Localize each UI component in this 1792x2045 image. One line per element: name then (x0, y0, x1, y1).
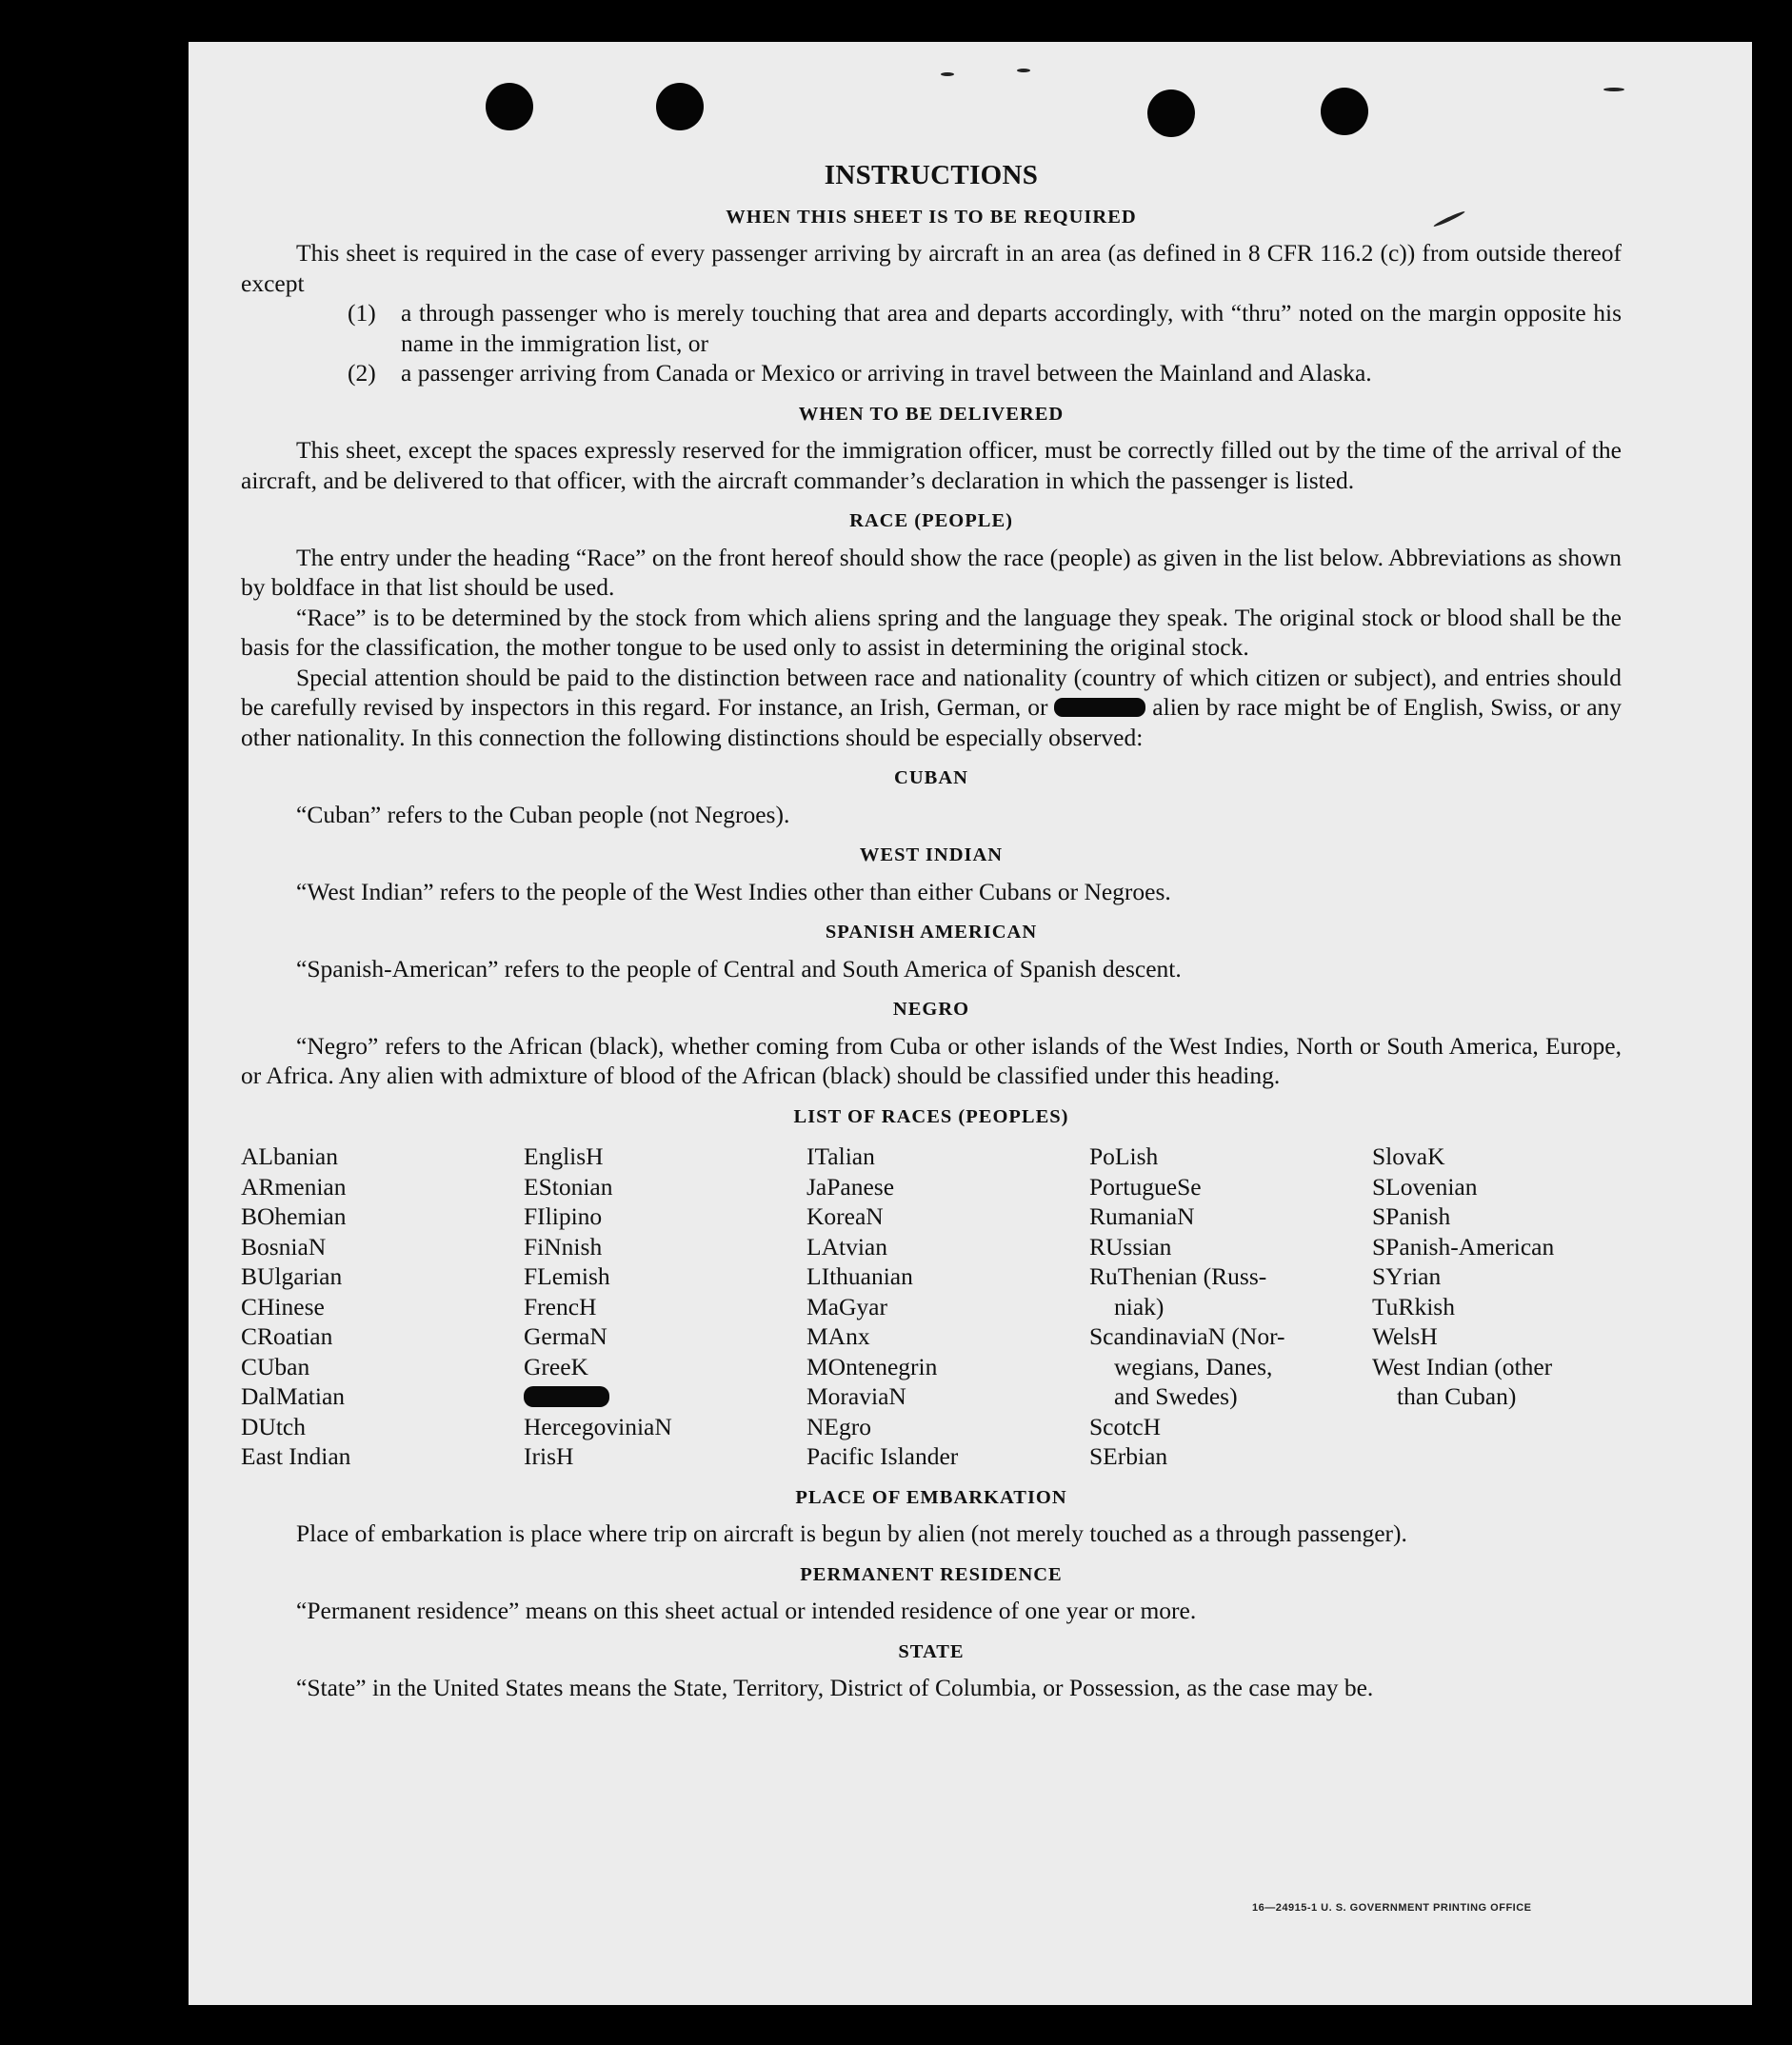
section-heading-races-list: LIST OF RACES (PEOPLES) (793, 1105, 1069, 1127)
races-column-3 (806, 1142, 1089, 1472)
race-entry: SPanish (1372, 1202, 1451, 1230)
cuban-definition: “Cuban” refers to the Cuban people (not Negroes). (296, 800, 790, 828)
race-entry: FLemish (524, 1262, 610, 1290)
race-entry: RuThenian (Russ- (1089, 1262, 1267, 1290)
races-column-4 (1089, 1142, 1372, 1472)
race-entry: Pacific Islander (806, 1442, 959, 1470)
race-entry: BOhemian (241, 1202, 347, 1230)
section-heading-required: WHEN THIS SHEET IS TO BE REQUIRED (726, 206, 1137, 228)
delivered-paragraph: This sheet, except the spaces expressly reserved for the immigration officer, must be correctly filled out by the time of the arrival of the aircraft, and be delivered to that officer, with the aircraft commander’s declaration in which the passenger is listed. (241, 436, 1622, 494)
race-paragraph-1: The entry under the heading “Race” on the front hereof should show the race (people) as given in the list below. Abbreviations as shown by boldface in that list should be used. (241, 543, 1622, 601)
races-column-5 (1372, 1142, 1655, 1472)
race-entry: MoraviaN (806, 1382, 906, 1410)
race-paragraph-3-part-b: alien by race might be of English, Swiss, or any other nationality. In this connection the following distinctions should be especially observed: (241, 693, 1623, 751)
race-entry: IrisH (524, 1442, 574, 1470)
race-entry: SLovenian (1372, 1172, 1478, 1201)
race-entry: BosniaN (241, 1232, 327, 1261)
race-entry-redacted (524, 1381, 806, 1412)
punch-hole (486, 83, 533, 130)
race-entry: CRoatian (241, 1322, 333, 1350)
race-entry: ALbanian (241, 1142, 338, 1170)
race-entry: LAtvian (806, 1232, 887, 1261)
race-entry: DalMatian (241, 1382, 346, 1410)
race-entry: GermaN (524, 1322, 607, 1350)
race-entry: GreeK (524, 1352, 588, 1380)
item-number: (1) (348, 299, 376, 327)
race-entry: ITalian (806, 1142, 875, 1170)
exception-item (348, 298, 1622, 358)
printing-office-footer: 16—24915-1 U. S. GOVERNMENT PRINTING OFFICE (1252, 1902, 1532, 1914)
race-entry: West Indian (other (1372, 1352, 1553, 1380)
race-entry: RumaniaN (1089, 1202, 1195, 1230)
ink-speck (941, 72, 954, 76)
race-entry: CUban (241, 1352, 310, 1380)
race-entry: ScotcH (1089, 1412, 1162, 1440)
races-column-1 (241, 1142, 524, 1472)
section-heading-embarkation: PLACE OF EMBARKATION (795, 1486, 1067, 1508)
redaction-mark (1054, 698, 1145, 717)
section-heading-state: STATE (898, 1640, 965, 1662)
race-entry-continued: than Cuban) (1397, 1382, 1517, 1410)
west-indian-definition: “West Indian” refers to the people of the West Indies other than either Cubans or Negroes. (296, 877, 1171, 905)
page-title: INSTRUCTIONS (824, 160, 1039, 190)
race-entry: SYrian (1372, 1262, 1442, 1290)
item-text: a passenger arriving from Canada or Mexico or arriving in travel between the Mainland and Alaska. (401, 359, 1372, 387)
race-entry: HercegoviniaN (524, 1412, 672, 1440)
state-definition: “State” in the United States means the State, Territory, District of Columbia, or Possession, as the case may be. (296, 1674, 1374, 1701)
required-intro: This sheet is required in the case of every passenger arriving by aircraft in an area (as defined in 8 CFR 116.2 (c)) from outside thereof except (241, 239, 1622, 297)
race-entry: WelsH (1372, 1322, 1438, 1350)
punch-hole (656, 83, 704, 130)
document-page (189, 42, 1752, 2005)
race-entry-continued: niak) (1114, 1292, 1165, 1320)
negro-definition: “Negro” refers to the African (black), whether coming from Cuba or other islands of the West Indies, North or South America, Europe, or Africa. Any alien with admixture of blood of the African (black) should be classified under this heading. (241, 1031, 1622, 1089)
ink-speck (1603, 88, 1624, 91)
race-entry: DUtch (241, 1412, 306, 1440)
race-entry: SPanish-American (1372, 1232, 1555, 1261)
race-entry: MOntenegrin (806, 1352, 938, 1380)
race-entry: LIthuanian (806, 1262, 913, 1290)
section-heading-negro: NEGRO (892, 999, 970, 1020)
race-entry: CHinese (241, 1292, 325, 1320)
race-entry: ARmenian (241, 1172, 347, 1201)
redaction-mark (524, 1386, 609, 1407)
race-entry: PortugueSe (1089, 1172, 1202, 1201)
race-entry: MAnx (806, 1322, 870, 1350)
race-entry: SErbian (1089, 1442, 1168, 1470)
races-column-2 (524, 1142, 806, 1472)
race-entry: KoreaN (806, 1202, 884, 1230)
punch-hole (1147, 89, 1195, 137)
race-entry: EnglisH (524, 1142, 604, 1170)
instructions-content (241, 161, 1622, 1703)
race-entry: East Indian (241, 1442, 351, 1470)
residence-definition: “Permanent residence” means on this sheet actual or intended residence of one year or more. (296, 1597, 1197, 1624)
ink-speck (1017, 69, 1030, 72)
item-number: (2) (348, 359, 376, 387)
race-entry: BUlgarian (241, 1262, 343, 1290)
spanish-american-definition: “Spanish-American” refers to the people of Central and South America of Spanish descent. (296, 954, 1182, 983)
race-entry: MaGyar (806, 1292, 887, 1320)
race-entry: PoLish (1089, 1142, 1159, 1170)
exception-item (348, 358, 1622, 388)
section-heading-race: RACE (PEOPLE) (849, 510, 1013, 531)
race-entry: FIlipino (524, 1202, 603, 1230)
race-entry: SlovaK (1372, 1142, 1445, 1170)
section-heading-spanish-american: SPANISH AMERICAN (825, 922, 1038, 943)
race-entry: TuRkish (1372, 1292, 1455, 1320)
race-entry-continued: wegians, Danes, (1114, 1352, 1273, 1380)
race-entry: JaPanese (806, 1172, 895, 1201)
punch-hole (1321, 88, 1368, 135)
race-entry: FrencH (524, 1292, 597, 1320)
race-entry-continued: and Swedes) (1114, 1382, 1238, 1410)
race-entry: RUssian (1089, 1232, 1172, 1261)
race-entry: FiNnish (524, 1232, 603, 1261)
section-heading-delivered: WHEN TO BE DELIVERED (798, 403, 1065, 425)
race-paragraph-2: “Race” is to be determined by the stock from which aliens spring and the language they speak. The original stock or blood shall be the basis for the classification, the mother tongue to be used only to assist in determining the original stock. (241, 603, 1622, 661)
embarkation-definition: Place of embarkation is place where trip on aircraft is begun by alien (not merely touched as a through passenger). (296, 1519, 1407, 1547)
races-list (241, 1142, 1622, 1472)
race-paragraph-3 (241, 663, 1622, 753)
race-entry: EStonian (524, 1172, 613, 1201)
section-heading-cuban: CUBAN (894, 767, 968, 788)
race-entry: NEgro (806, 1412, 871, 1440)
race-entry: ScandinaviaN (Nor- (1089, 1322, 1285, 1350)
section-heading-west-indian: WEST INDIAN (859, 844, 1004, 865)
section-heading-residence: PERMANENT RESIDENCE (800, 1563, 1063, 1585)
race-paragraph-3-part-a: Special attention should be paid to the distinction between race and nationality (country of which citizen or subject), and entries should be carefully revised by inspectors in this regard. For instance, an Irish, German, or (241, 663, 1622, 721)
item-text: a through passenger who is merely touching that area and departs accordingly, with “thru” noted on the margin opposite his name in the immigration list, or (401, 299, 1622, 357)
